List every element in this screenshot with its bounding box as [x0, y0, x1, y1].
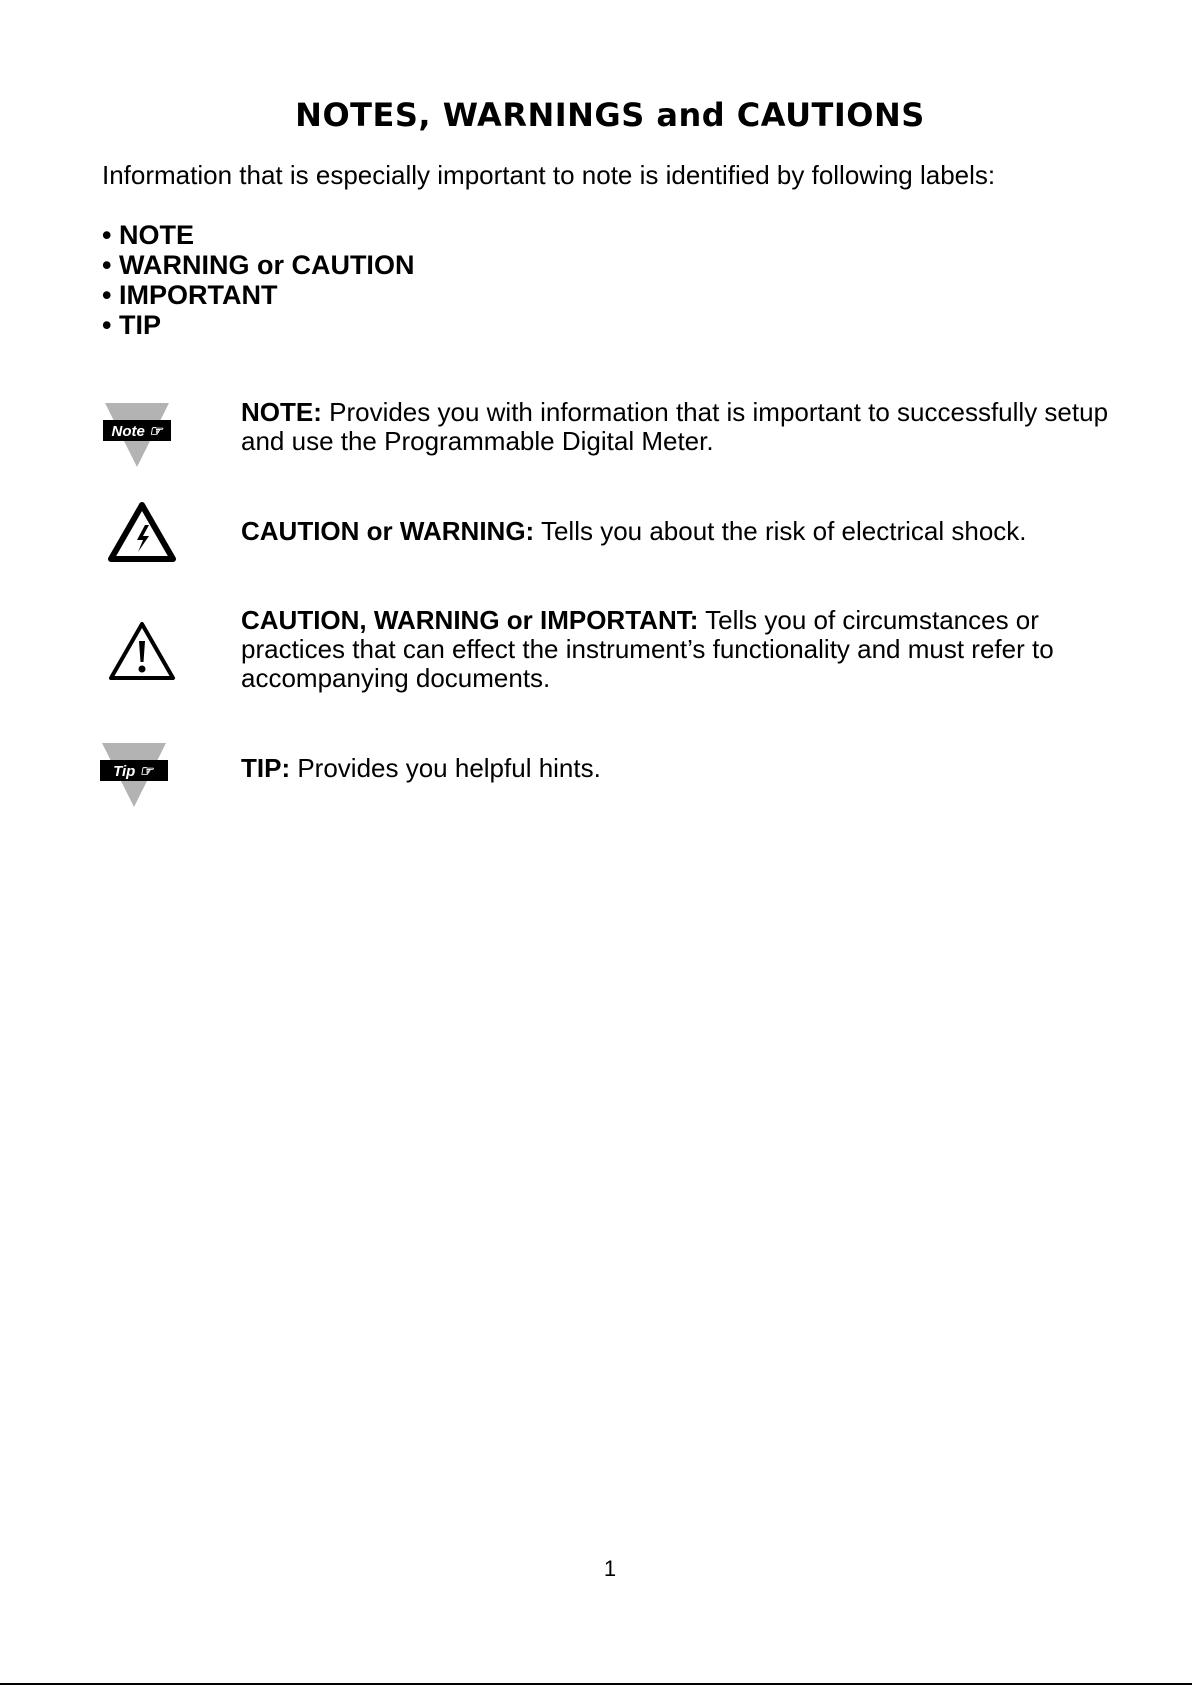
- important-caution-label: CAUTION, WARNING or IMPORTANT:: [241, 605, 699, 635]
- label-item-important: • IMPORTANT: [102, 280, 278, 310]
- tip-entry-label: TIP:: [241, 753, 291, 783]
- page-number: 1: [603, 1556, 617, 1581]
- label-item-note: • NOTE: [102, 220, 194, 250]
- label-list: [102, 220, 414, 340]
- tip-entry: [241, 754, 1121, 783]
- important-caution-text: Tells you of circumstances or practices that can effect the instrument’s functionality and must refer to accompanying documents.: [241, 605, 1054, 693]
- important-caution-entry: [241, 606, 1121, 693]
- general-warning-icon: [106, 619, 178, 683]
- intro-text: Information that is especially important to note is identified by following labels:: [102, 160, 996, 190]
- note-entry: [241, 398, 1121, 456]
- page-title: NOTES, WARNINGS and CAUTIONS: [295, 96, 925, 134]
- tip-icon: [97, 740, 171, 810]
- tip-entry-text: Provides you helpful hints.: [290, 753, 601, 783]
- shock-caution-entry: [241, 517, 1121, 546]
- label-item-warning: • WARNING or CAUTION: [102, 250, 415, 280]
- note-entry-text: Provides you with information that is important to successfully setup and use the Programmable Digital Meter.: [241, 397, 1109, 456]
- note-icon: [100, 400, 174, 470]
- note-entry-label: NOTE:: [241, 397, 322, 427]
- tip-icon-label: Tip ☞: [113, 763, 153, 780]
- electrical-shock-warning-icon: [106, 500, 178, 564]
- shock-caution-label: CAUTION or WARNING:: [241, 516, 535, 546]
- note-icon-label: Note ☞: [111, 423, 163, 440]
- label-item-tip: • TIP: [102, 310, 161, 340]
- shock-caution-text: Tells you about the risk of electrical shock.: [534, 516, 1027, 546]
